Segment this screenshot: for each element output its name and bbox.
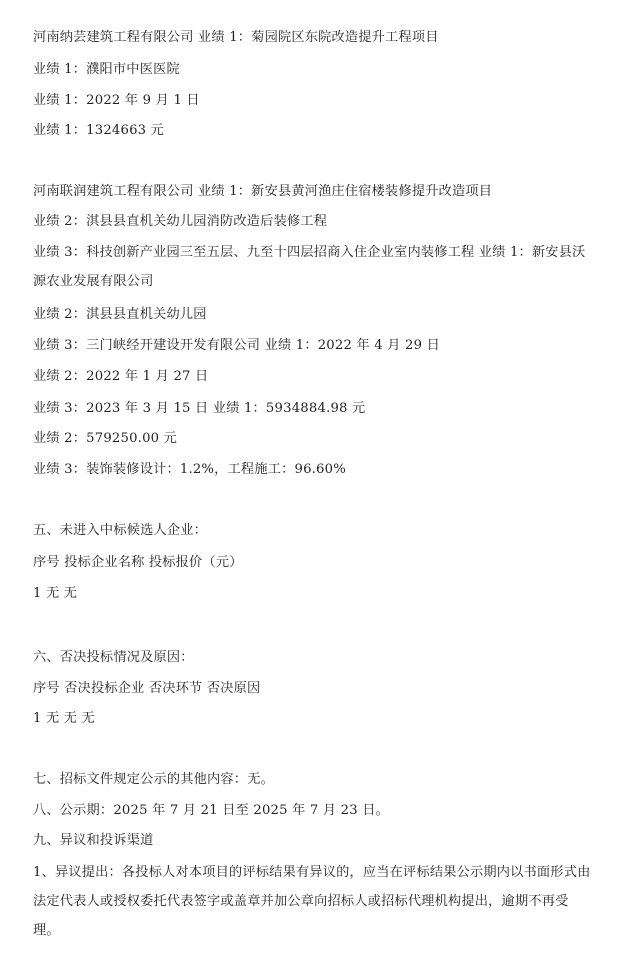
text-line: 业绩 2：2022 年 1 月 27 日	[33, 369, 209, 384]
section-heading: 八、公示期：2025 年 7 月 21 日至 2025 年 7 月 23 日。	[33, 803, 389, 818]
text-line: 业绩 2：579250.00 元	[33, 431, 178, 446]
text-line: 业绩 3：科技创新产业园三至五层、九至十四层招商入住企业室内装修工程 业绩 1：新安县沃源农业发展有限公司	[33, 245, 586, 289]
section-heading: 五、未进入中标候选人企业：	[33, 523, 208, 538]
text-line: 业绩 3：装饰装修设计：1.2%，工程施工：96.60%	[33, 462, 346, 477]
text-line: 业绩 1：1324663 元	[33, 123, 165, 138]
table-header: 序号 投标企业名称 投标报价（元）	[33, 555, 243, 570]
text-line: 业绩 1：2022 年 9 月 1 日	[33, 93, 200, 108]
text-line: 河南联润建筑工程有限公司 业绩 1：新安县黄河渔庄住宿楼装修提升改造项目	[33, 184, 493, 199]
table-row: 1 无 无 无	[33, 711, 95, 726]
text-line: 业绩 1：濮阳市中医医院	[33, 62, 180, 77]
section-heading: 七、招标文件规定公示的其他内容：无。	[33, 772, 274, 787]
table-header: 序号 否决投标企业 否决环节 否决原因	[33, 681, 261, 696]
text-line: 业绩 2：淇县县直机关幼儿园	[33, 307, 207, 322]
text-line: 河南纳芸建筑工程有限公司 业绩 1：菊园院区东院改造提升工程项目	[33, 30, 439, 45]
text-line: 业绩 3：三门峡经开建设开发有限公司 业绩 1：2022 年 4 月 29 日	[33, 338, 440, 353]
table-row: 1 无 无	[33, 586, 78, 601]
section-heading: 九、异议和投诉渠道	[33, 833, 154, 848]
text-line: 业绩 3：2023 年 3 月 15 日 业绩 1：5934884.98 元	[33, 401, 366, 416]
text-line: 1、异议提出：各投标人对本项目的评标结果有异议的，应当在评标结果公示期内以书面形式由法定代表人或授权委托代表签字或盖章并加公章向招标人或招标代理机构提出，逾期不再受理。	[33, 865, 591, 938]
text-line: 业绩 2：淇县县直机关幼儿园消防改造后装修工程	[33, 214, 328, 229]
section-heading: 六、否决投标情况及原因：	[33, 650, 194, 665]
